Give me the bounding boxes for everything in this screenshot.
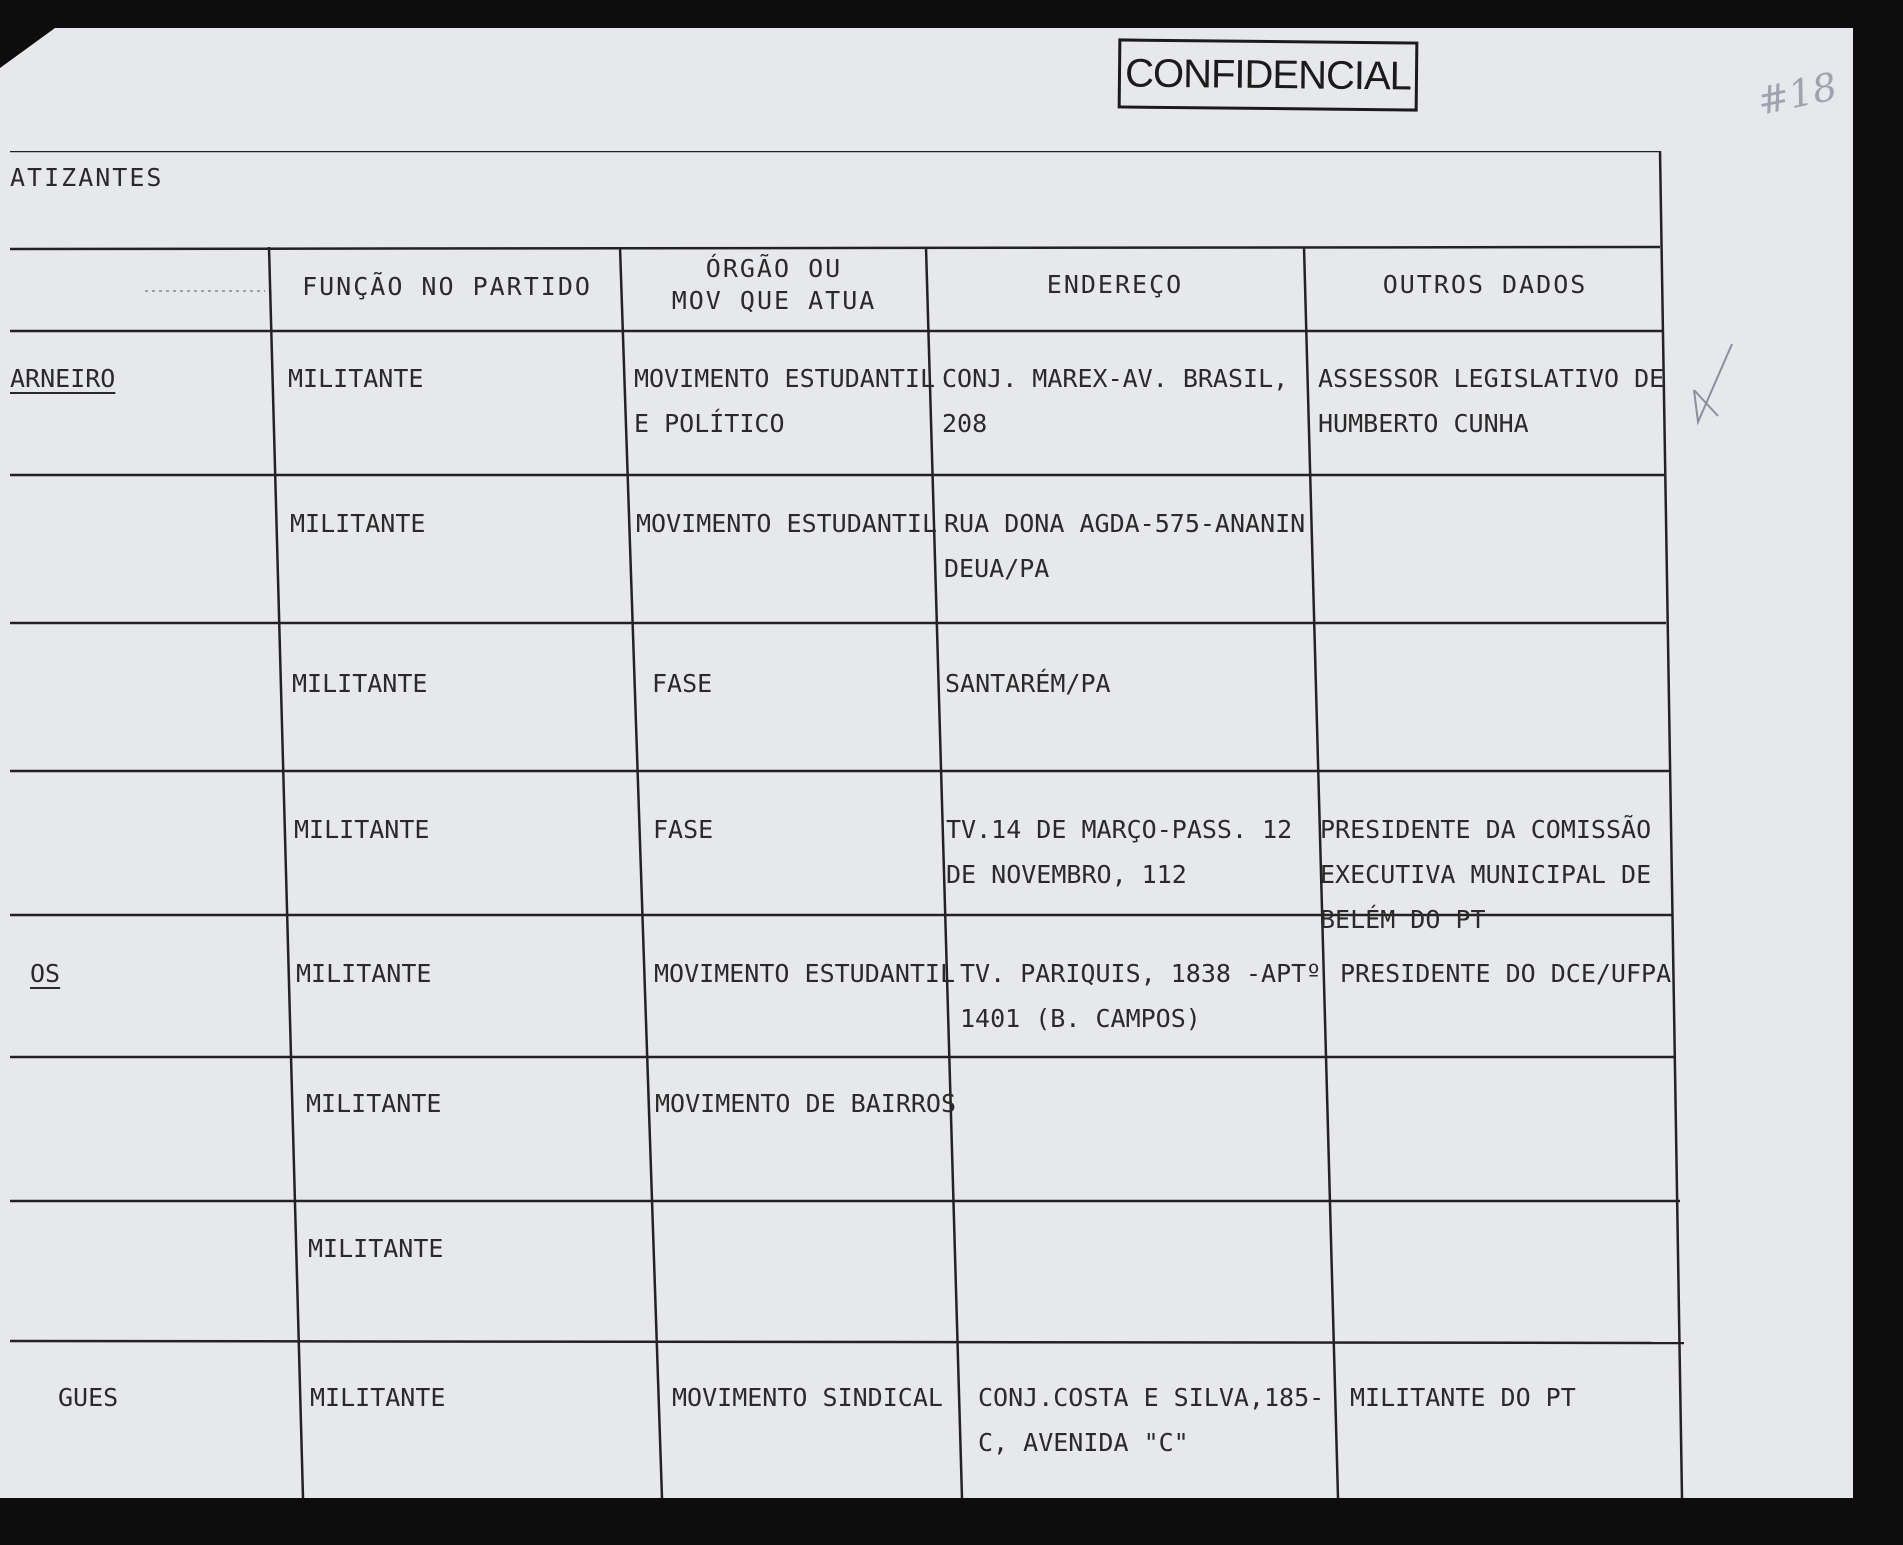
document-page <box>0 28 1853 1498</box>
row-4-endereco: TV.14 DE MARÇO-PASS. 12 DE NOVEMBRO, 112 <box>946 815 1293 889</box>
row-4-orgao: FASE <box>653 815 714 844</box>
header-orgao: ÓRGÃO OU MOV QUE ATUA <box>671 254 877 315</box>
row-2-orgao: MOVIMENTO ESTUDANTIL <box>636 509 938 538</box>
row-3-endereco: SANTARÉM/PA <box>945 669 1111 698</box>
row-7-funcao: MILITANTE <box>308 1234 444 1263</box>
row-5-funcao: MILITANTE <box>296 959 432 988</box>
row-8-endereco: CONJ.COSTA E SILVA,185- C, AVENIDA "C" <box>978 1383 1325 1457</box>
row-3-orgao: FASE <box>652 669 713 698</box>
row-6-orgao: MOVIMENTO DE BAIRROS <box>655 1089 957 1118</box>
row-5-outros: PRESIDENTE DO DCE/UFPA <box>1340 959 1672 988</box>
row-1-funcao: MILITANTE <box>288 364 424 393</box>
check-mark-icon <box>1688 338 1738 428</box>
row-5-endereco: TV. PARIQUIS, 1838 -APTº 1401 (B. CAMPOS) <box>960 959 1322 1033</box>
section-title: ATIZANTES <box>10 163 164 192</box>
row-4-outros: PRESIDENTE DA COMISSÃO EXECUTIVA MUNICIPAL DE BELÉM DO PT <box>1320 815 1652 934</box>
row-4-funcao: MILITANTE <box>294 815 430 844</box>
row-8-nome: GUES <box>58 1383 119 1412</box>
row-1-endereco: CONJ. MAREX-AV. BRASIL, 208 <box>942 364 1289 438</box>
header-funcao: FUNÇÃO NO PARTIDO <box>302 272 592 301</box>
row-6-funcao: MILITANTE <box>306 1089 442 1118</box>
header-endereco: ENDEREÇO <box>1046 270 1184 299</box>
row-5-orgao: MOVIMENTO ESTUDANTIL <box>654 959 956 988</box>
row-1-outros: ASSESSOR LEGISLATIVO DE HUMBERTO CUNHA <box>1318 364 1665 438</box>
row-1-nome: ARNEIRO <box>10 364 116 393</box>
header-outros: OUTROS DADOS <box>1382 270 1588 299</box>
row-2-funcao: MILITANTE <box>290 509 426 538</box>
folded-corner <box>0 28 55 68</box>
page-number: #18 <box>1753 64 1841 124</box>
confidential-stamp: CONFIDENCIAL <box>1118 38 1419 111</box>
row-8-funcao: MILITANTE <box>310 1383 446 1412</box>
row-1-orgao: MOVIMENTO ESTUDANTIL E POLÍTICO <box>634 364 936 438</box>
row-3-funcao: MILITANTE <box>292 669 428 698</box>
row-8-orgao: MOVIMENTO SINDICAL <box>672 1383 943 1412</box>
row-2-endereco: RUA DONA AGDA-575-ANANIN DEUA/PA <box>944 509 1306 583</box>
row-8-outros: MILITANTE DO PT <box>1350 1383 1576 1412</box>
militants-table <box>10 151 1690 1498</box>
row-5-nome: OS <box>30 959 61 988</box>
